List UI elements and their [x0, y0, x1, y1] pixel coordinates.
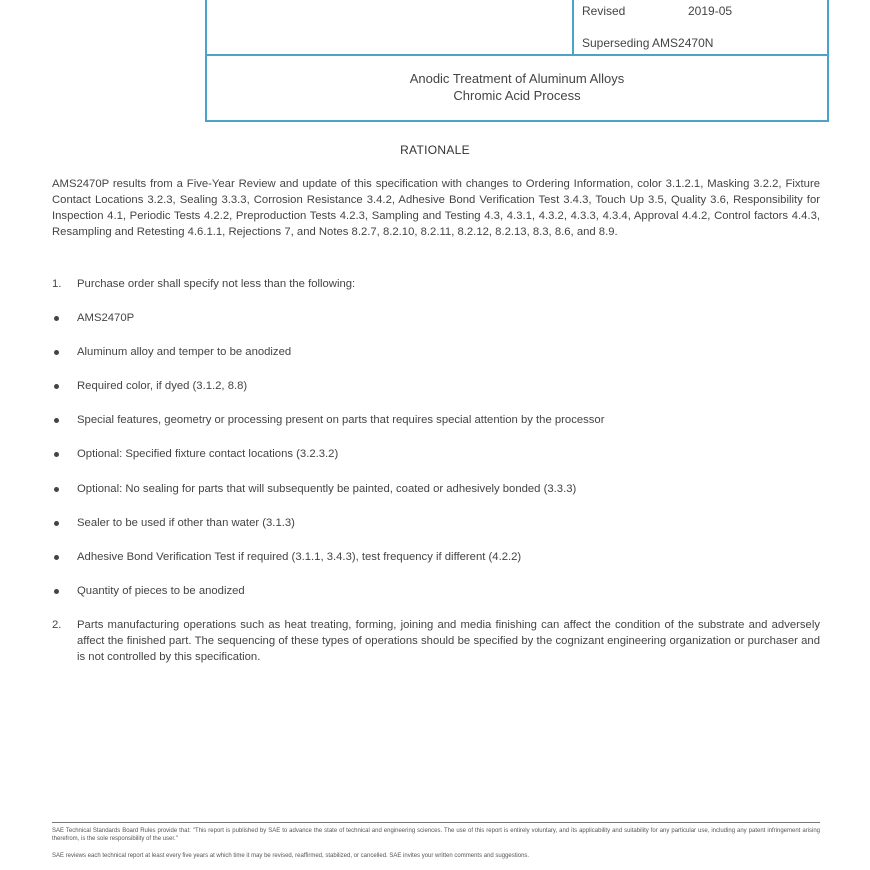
- item-text: Parts manufacturing operations such as heat treating, forming, joining and media finishing can affect the condition of the substrate and adversely affect the finished part. The sequencing of these types of operations should be specified by the cognizant engineering organization or purchaser and is not controlled by this specification.: [77, 619, 820, 663]
- bullet-text: Aluminum alloy and temper to be anodized: [77, 346, 292, 358]
- bullet-icon: [54, 521, 59, 526]
- title-line-2: Chromic Acid Process: [453, 88, 581, 103]
- rationale-paragraph: AMS2470P results from a Five-Year Review and update of this specification with changes to Ordering Information, color 3.1.2.1, Masking 3.2.2, Fixture Contact Locations 3.2.3, Sealing 3.3.3, Corrosion Resistance 3.4.2, Adhesive Bond Verification Test 3.4.3, Touch Up 3.5, Quality 3.6, Responsibility for Inspection 4.1, Periodic Tests 4.2.2, Preproduction Tests 4.2.3, Sampling and Testing 4.3, 4.3.1, 4.3.2, 4.3.3, 4.3.4, Approval 4.4.2, Control factors 4.4.3, Resampling and Retesting 4.6.1.1, Rejections 7, and Notes 8.2.7, 8.2.10, 8.2.11, 8.2.12, 8.2.13, 8.3, 8.6, and 8.9.: [52, 178, 820, 238]
- title-line-1: Anodic Treatment of Aluminum Alloys: [409, 71, 625, 86]
- superseding-label: Superseding AMS2470N: [582, 36, 714, 50]
- bullet-text: Optional: No sealing for parts that will subsequently be painted, coated or adhesively bonded (3.3.3): [77, 483, 577, 495]
- rationale-heading: RATIONALE: [400, 143, 470, 157]
- bullet-text: Adhesive Bond Verification Test if required (3.1.1, 3.4.3), test frequency if different (4.2.2): [77, 551, 522, 563]
- bullet-text: Special features, geometry or processing present on parts that requires special attention by the processor: [77, 414, 605, 426]
- footer-note-1: SAE Technical Standards Board Rules provide that: "This report is published by SAE to advance the state of technical and engineering sciences. The use of this report is entirely voluntary, and its applicability and suitability for any particular use, including any patent infringement arising therefrom, is the sole responsibility of the user.": [52, 828, 820, 842]
- bullet-icon: [54, 316, 59, 321]
- document-header-box: [205, 0, 829, 122]
- item-number: 1.: [52, 278, 62, 290]
- bullet-icon: [54, 418, 59, 423]
- item-text: Purchase order shall specify not less than the following:: [77, 278, 356, 290]
- item-number: 2.: [52, 619, 62, 631]
- bullet-text: Optional: Specified fixture contact locations (3.2.3.2): [77, 448, 339, 460]
- footer-note-2: SAE reviews each technical report at least every five years at which time it may be revised, reaffirmed, stabilized, or cancelled. SAE invites your written comments and suggestions.: [52, 853, 530, 859]
- bullet-icon: [54, 589, 59, 594]
- bullet-icon: [54, 350, 59, 355]
- bullet-text: Quantity of pieces to be anodized: [77, 585, 245, 597]
- bullet-icon: [54, 452, 59, 457]
- header-info-row: [207, 0, 827, 56]
- bullet-text: Required color, if dyed (3.1.2, 8.8): [77, 380, 248, 392]
- bullet-text: Sealer to be used if other than water (3.1.3): [77, 517, 295, 529]
- revised-label: Revised: [582, 4, 626, 18]
- revised-date: 2019-05: [688, 4, 733, 18]
- document-title: [207, 70, 827, 104]
- bullet-icon: [54, 487, 59, 492]
- bullet-icon: [54, 384, 59, 389]
- header-divider: [572, 0, 574, 54]
- bullet-icon: [54, 555, 59, 560]
- bullet-text: AMS2470P: [77, 312, 135, 324]
- footer-divider: [52, 822, 820, 823]
